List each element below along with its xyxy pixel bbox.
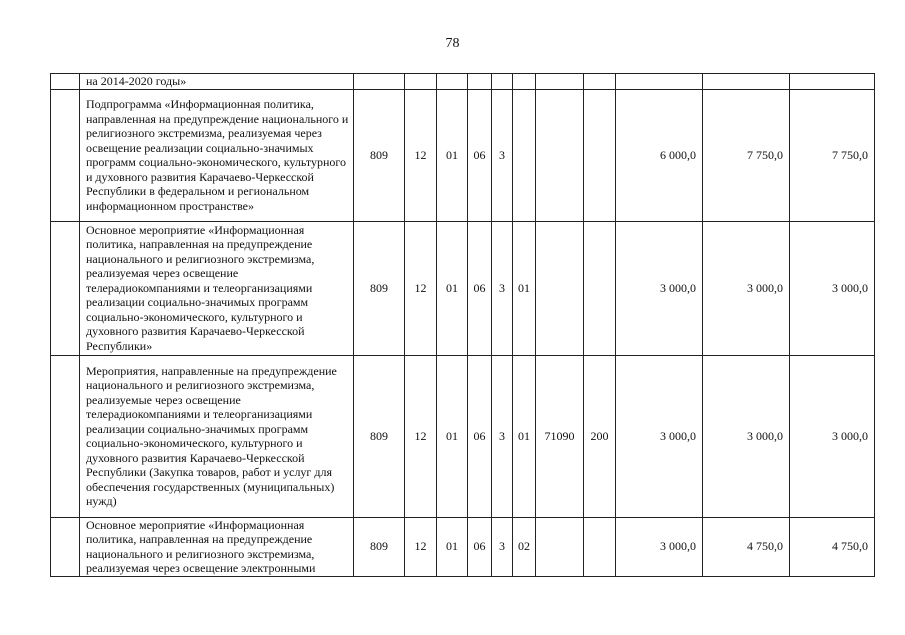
page-number: 78 <box>445 36 460 51</box>
table-row <box>51 517 875 576</box>
cell-subsection: 01 <box>437 221 468 355</box>
cell-section: 12 <box>405 221 437 355</box>
cell-ministry-code: 809 <box>354 89 405 221</box>
cell-subprogram <box>492 74 513 90</box>
cell-expense-type <box>584 74 616 90</box>
cell-amount-3: 4 750,0 <box>790 517 875 576</box>
row-description: Мероприятия, направленные на предупреждение национального и религиозного экстремизма, реализуемые через освещение телерадиокомпаниями и телеорганизациями реализации социально-значимых программ социально-экономического, культурного и духовного развития Карачаево-Черкесской Республики (Закупка товаров, работ и услуг для обеспечения государственных (муниципальных) нужд) <box>80 355 354 517</box>
cell-expense-type <box>584 89 616 221</box>
cell-amount-2: 3 000,0 <box>703 221 790 355</box>
cell-amount-1: 3 000,0 <box>616 355 703 517</box>
table-row <box>51 221 875 355</box>
table-row <box>51 355 875 517</box>
cell-amount-3: 3 000,0 <box>790 355 875 517</box>
cell-subprogram: 3 <box>492 89 513 221</box>
cell-program <box>468 74 492 90</box>
cell-subsection: 01 <box>437 355 468 517</box>
cell-expense-type: 200 <box>584 355 616 517</box>
cell-activity <box>513 74 536 90</box>
cell-subprogram: 3 <box>492 355 513 517</box>
budget-table <box>50 73 875 577</box>
cell-amount-1: 3 000,0 <box>616 221 703 355</box>
row-description: Подпрограмма «Информационная политика, направленная на предупреждение национального и религиозного экстремизма, реализуемая через освещение реализации социально-значимых программ социально-экономического, культурного и духовного развития Карачаево-Черкесской Республики в федеральном и региональном информационном пространстве» <box>80 89 354 221</box>
cell-amount-3: 3 000,0 <box>790 221 875 355</box>
table-row <box>51 89 875 221</box>
row-description: Основное мероприятие «Информационная политика, направленная на предупреждение национального и религиозного экстремизма, реализуемая через освещение телерадиокомпаниями и телеорганизациями реализации социально-значимых программ социально-экономического, культурного и духовного развития Карачаево-Черкесской Республики» <box>80 221 354 355</box>
cell-subsection: 01 <box>437 89 468 221</box>
cell-direction <box>536 89 584 221</box>
cell-expense-type <box>584 221 616 355</box>
cell-section: 12 <box>405 89 437 221</box>
cell-section: 12 <box>405 355 437 517</box>
cell-expense-type <box>584 517 616 576</box>
cell-amount-2: 7 750,0 <box>703 89 790 221</box>
cell-direction <box>536 221 584 355</box>
cell-amount-2: 3 000,0 <box>703 355 790 517</box>
cell-program: 06 <box>468 221 492 355</box>
row-description: Основное мероприятие «Информационная политика, направленная на предупреждение национального и религиозного экстремизма, реализуемая через освещение электронными <box>80 517 354 576</box>
cell-amount-1: 6 000,0 <box>616 89 703 221</box>
row-index-cell <box>51 221 80 355</box>
row-description: на 2014-2020 годы» <box>80 74 354 90</box>
cell-amount-1 <box>616 74 703 90</box>
cell-activity: 02 <box>513 517 536 576</box>
cell-amount-3 <box>790 74 875 90</box>
cell-program: 06 <box>468 355 492 517</box>
cell-amount-2: 4 750,0 <box>703 517 790 576</box>
cell-program: 06 <box>468 89 492 221</box>
cell-subsection: 01 <box>437 517 468 576</box>
cell-activity: 01 <box>513 355 536 517</box>
cell-subprogram: 3 <box>492 221 513 355</box>
row-index-cell <box>51 89 80 221</box>
cell-subprogram: 3 <box>492 517 513 576</box>
cell-ministry-code: 809 <box>354 517 405 576</box>
cell-activity: 01 <box>513 221 536 355</box>
cell-amount-3: 7 750,0 <box>790 89 875 221</box>
cell-ministry-code: 809 <box>354 221 405 355</box>
cell-section: 12 <box>405 517 437 576</box>
cell-amount-1: 3 000,0 <box>616 517 703 576</box>
cell-direction <box>536 517 584 576</box>
table-row <box>51 74 875 90</box>
cell-amount-2 <box>703 74 790 90</box>
cell-subsection <box>437 74 468 90</box>
cell-activity <box>513 89 536 221</box>
cell-direction: 71090 <box>536 355 584 517</box>
cell-direction <box>536 74 584 90</box>
cell-program: 06 <box>468 517 492 576</box>
row-index-cell <box>51 517 80 576</box>
cell-ministry-code: 809 <box>354 355 405 517</box>
cell-section <box>405 74 437 90</box>
row-index-cell <box>51 355 80 517</box>
cell-ministry-code <box>354 74 405 90</box>
row-index-cell <box>51 74 80 90</box>
